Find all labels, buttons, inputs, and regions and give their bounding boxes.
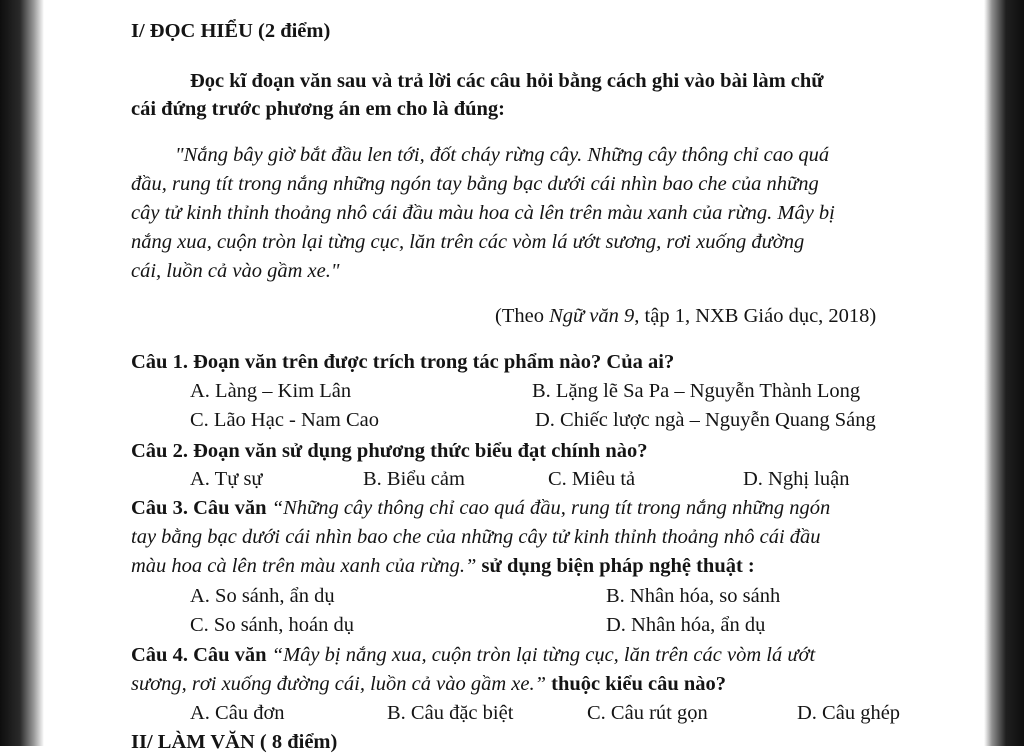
q2-option-b: B. Biểu cảm <box>363 468 465 490</box>
question-4-lead: Câu văn <box>187 644 272 666</box>
q3-option-c: C. So sánh, hoán dụ <box>190 614 354 636</box>
question-4-quote-1: “Mây bị nắng xua, cuộn tròn lại từng cục, lăn trên các vòm lá ướt <box>271 644 816 666</box>
question-3-quote-2: tay bằng bạc dưới cái nhìn bao che của những cây tử kinh thỉnh thoảng nhô cái đầu <box>131 526 821 548</box>
passage-line-4: nắng xua, cuộn tròn lại từng cục, lăn trên các vòm lá ướt sương, rơi xuống đường <box>131 231 805 253</box>
question-1-label: Câu 1. <box>131 351 188 373</box>
question-2 <box>131 438 648 464</box>
question-1-text: Đoạn văn trên được trích trong tác phẩm nào? Của ai? <box>187 351 675 373</box>
question-3-tail: sử dụng biện pháp nghệ thuật : <box>476 555 755 577</box>
section-2-title: II/ LÀM VĂN ( 8 điểm) <box>131 731 338 753</box>
question-3-label: Câu 3. <box>131 497 188 519</box>
question-3-quote-1: “Những cây thông chỉ cao quá đầu, rung tít trong nắng những ngón <box>271 497 831 519</box>
question-2-text: Đoạn văn sử dụng phương thức biểu đạt chính nào? <box>187 440 648 462</box>
q1-option-c: C. Lão Hạc - Nam Cao <box>190 409 379 431</box>
instruction-line-2: cái đứng trước phương án em cho là đúng: <box>131 98 505 120</box>
q2-option-d: D. Nghị luận <box>743 468 850 490</box>
q2-option-c: C. Miêu tả <box>548 468 636 490</box>
citation-rest: , tập 1, NXB Giáo dục, 2018) <box>634 305 877 327</box>
q1-option-a: A. Làng – Kim Lân <box>190 380 352 402</box>
section-1-title: I/ ĐỌC HIỂU (2 điểm) <box>131 20 331 42</box>
question-3-line-3 <box>131 553 755 579</box>
passage-line-2: đầu, rung tít trong nắng những ngón tay bằng bạc dưới cái nhìn bao che của những <box>131 173 819 195</box>
q1-option-d: D. Chiếc lược ngà – Nguyễn Quang Sáng <box>535 409 876 431</box>
question-1 <box>131 349 674 375</box>
q4-option-b: B. Câu đặc biệt <box>387 702 514 724</box>
question-4-tail: thuộc kiểu câu nào? <box>546 673 727 695</box>
question-3-line-1 <box>131 495 830 521</box>
citation-book: Ngữ văn 9 <box>549 305 635 327</box>
source-citation <box>495 303 876 329</box>
question-3-lead: Câu văn <box>187 497 272 519</box>
passage-line-3: cây tử kinh thỉnh thoảng nhô cái đầu màu hoa cà lên trên màu xanh của rừng. Mây bị <box>131 202 835 224</box>
q3-option-d: D. Nhân hóa, ẩn dụ <box>606 614 766 636</box>
passage-line-5: cái, luồn cả vào gầm xe." <box>131 260 340 282</box>
q4-option-a: A. Câu đơn <box>190 702 285 724</box>
question-4-quote-2: sương, rơi xuống đường cái, luồn cả vào gầm xe.” <box>131 673 547 695</box>
q3-option-b: B. Nhân hóa, so sánh <box>606 585 781 607</box>
question-4-line-1 <box>131 642 815 668</box>
instruction-line-1: Đọc kĩ đoạn văn sau và trả lời các câu hỏi bằng cách ghi vào bài làm chữ <box>190 70 824 92</box>
question-4-line-2 <box>131 671 726 697</box>
question-3-quote-3: màu hoa cà lên trên màu xanh của rừng.” <box>131 555 477 577</box>
question-2-label: Câu 2. <box>131 440 188 462</box>
q1-option-b: B. Lặng lẽ Sa Pa – Nguyễn Thành Long <box>532 380 861 402</box>
question-4-label: Câu 4. <box>131 644 188 666</box>
q2-option-a: A. Tự sự <box>190 468 263 490</box>
q3-option-a: A. So sánh, ẩn dụ <box>190 585 335 607</box>
q4-option-c: C. Câu rút gọn <box>587 702 708 724</box>
passage-line-1: "Nắng bây giờ bắt đầu len tới, đốt cháy rừng cây. Những cây thông chỉ cao quá <box>175 144 830 166</box>
citation-open: (Theo <box>495 305 550 327</box>
q4-option-d: D. Câu ghép <box>797 702 901 724</box>
